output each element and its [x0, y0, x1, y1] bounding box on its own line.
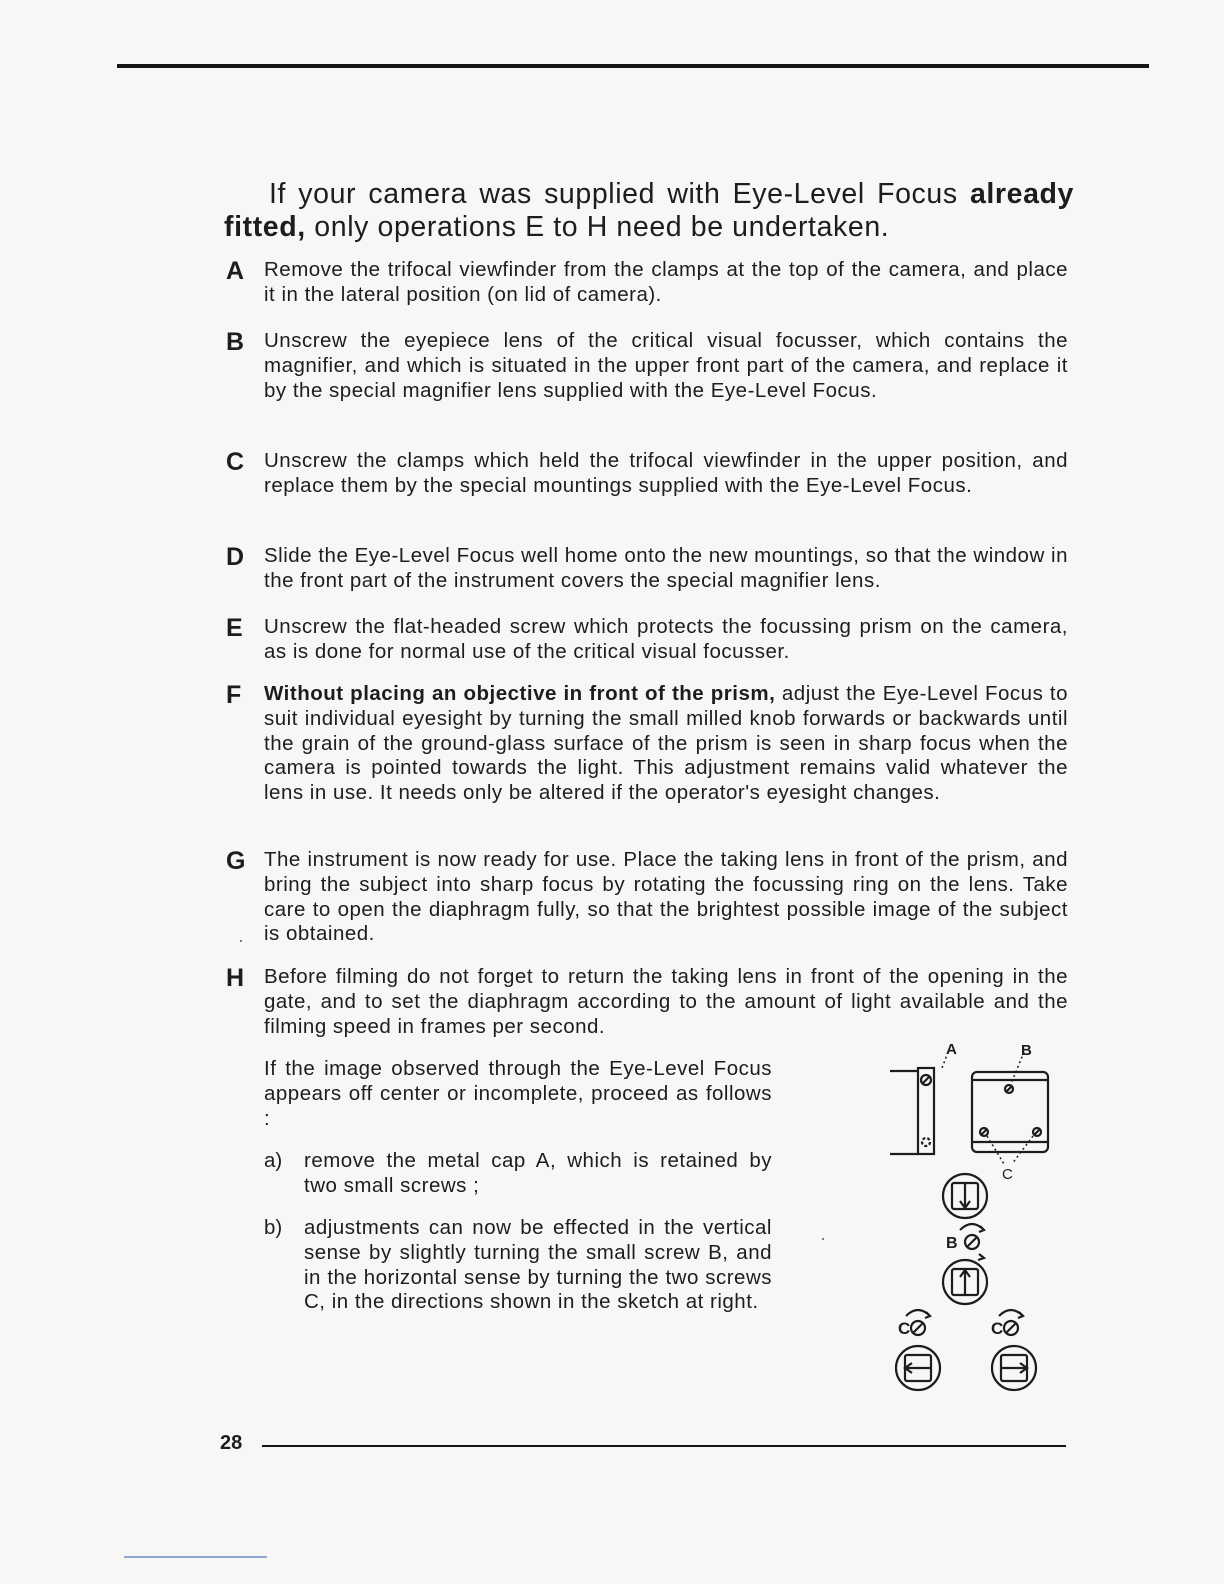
step-letter: C: [226, 448, 245, 476]
step-f-bold: Without placing an objective in front of the prism,: [264, 682, 776, 705]
offcenter-intro: If the image observed through the Eye-Level Focus appears off center or incomplete, proceed as follows :: [264, 1057, 772, 1130]
intro-bold-already: already: [969, 178, 1074, 210]
step-text: [264, 682, 1068, 806]
step-a: [224, 258, 1074, 308]
step-text: Before filming do not forget to return the taking lens in front of the opening in the gate, and to set the diaphragm according to the amount of light available and the filming speed in frames per second.: [264, 965, 1068, 1038]
step-text: Slide the Eye-Level Focus well home onto the new mountings, so that the window in the front part of the instrument covers the special magnifier lens.: [264, 544, 1068, 592]
step-f: [224, 682, 1074, 806]
label-b: B: [1021, 1042, 1032, 1059]
speck: [240, 940, 242, 942]
screw-b-label: B: [946, 1235, 958, 1252]
adjustment-sketch: [880, 1038, 1060, 1398]
step-letter: E: [226, 614, 243, 642]
step-letter: D: [226, 543, 245, 571]
step-text: Unscrew the clamps which held the trifocal viewfinder in the upper position, and replace them by the special mountings supplied with the Eye-Level Focus.: [264, 449, 1068, 497]
step-letter: H: [226, 964, 245, 992]
bottom-rule: [262, 1445, 1066, 1447]
item-marker: b): [264, 1216, 283, 1239]
step-letter: F: [226, 681, 242, 709]
step-text: The instrument is now ready for use. Place the taking lens in front of the prism, and bring the subject into sharp focus by rotating the focussing ring on the lens. Take care to open the diaphragm fully, so that the brightest possible image of the subject is obtained.: [264, 848, 1068, 946]
label-a: A: [946, 1041, 957, 1058]
intro-text: If your camera was supplied with Eye-Level Focus: [269, 178, 970, 210]
step-g: [224, 848, 1074, 947]
intro-bold-fitted: fitted,: [224, 211, 306, 243]
step-text: Unscrew the flat-headed screw which protects the focussing prism on the camera, as is done for normal use of the critical visual focusser.: [264, 615, 1068, 663]
blue-rule: [124, 1556, 267, 1558]
step-f-rest: adjust the Eye-Level Focus to suit individual eyesight by turning the small milled knob forwards or backwards until the grain of the ground-glass surface of the prism is seen in sharp focus when the camera is pointed towards the light. This adjustment remains valid whatever the lens in use. It needs only be altered if the operator's eyesight changes.: [264, 682, 1069, 805]
offcenter-item-b: [264, 1216, 772, 1315]
page-number: 28: [220, 1432, 243, 1454]
step-letter: G: [226, 847, 246, 875]
step-c: [224, 449, 1074, 499]
item-text: adjustments can now be effected in the vertical sense by slightly turning the small screw B, and in the horizontal sense by turning the two screws C, in the directions shown in the sketch at right.: [304, 1216, 772, 1314]
offcenter-item-a: [264, 1149, 772, 1199]
step-d: [224, 544, 1074, 594]
intro-paragraph: [224, 178, 1074, 244]
intro-text-end: only operations E to H need be undertaken.: [305, 211, 890, 243]
screw-c-left-label: C: [898, 1319, 911, 1338]
item-marker: a): [264, 1149, 283, 1172]
step-letter: B: [226, 328, 245, 356]
step-letter: A: [226, 257, 245, 285]
item-text: remove the metal cap A, which is retained by two small screws ;: [304, 1149, 772, 1197]
top-rule: [117, 64, 1149, 68]
step-text: Remove the trifocal viewfinder from the clamps at the top of the camera, and place it in the lateral position (on lid of camera).: [264, 258, 1068, 306]
step-e: [224, 615, 1074, 665]
step-text: Unscrew the eyepiece lens of the critical visual focusser, which contains the magnifier, and which is situated in the upper front part of the camera, and replace it by the special magnifier lens supplied with the Eye-Level Focus.: [264, 329, 1068, 402]
label-c: C: [1002, 1166, 1013, 1183]
step-h: [224, 965, 1074, 1039]
step-b: [224, 329, 1074, 403]
screw-c-right-label: C: [991, 1319, 1004, 1338]
speck: [822, 1238, 824, 1240]
